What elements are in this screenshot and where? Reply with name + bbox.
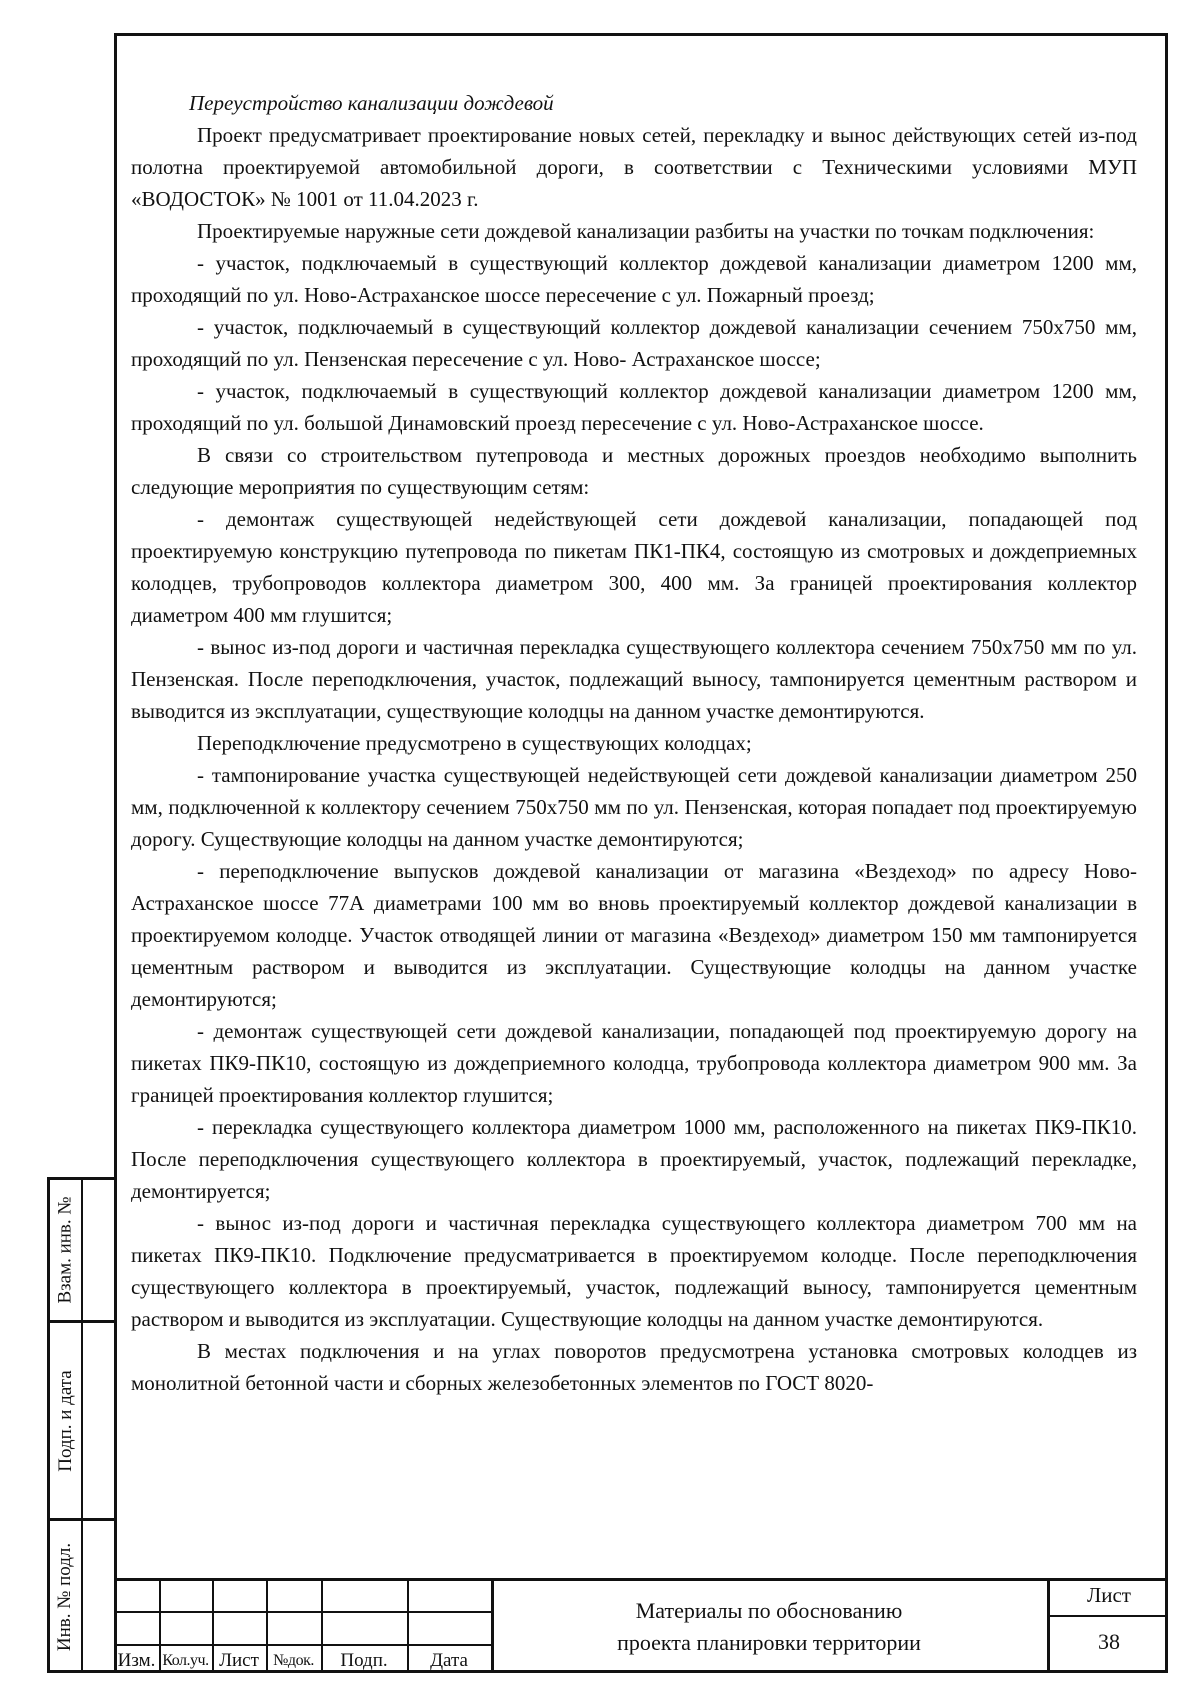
paragraph: Проектируемые наружные сети дождевой канализации разбиты на участки по точкам подключения: xyxy=(197,219,1095,243)
paragraph: - переподключение выпусков дождевой канализации от магазина «Вездеход» по адресу Ново-Астраханское шоссе 77А диаметрами 100 мм во вновь проектируемый коллектор дождевой канализации в проектируемом колодце. Участок отводящей линии от магазина «Вездеход» диаметром 150 мм тампонируется цементным раствором и выводится из эксплуатации. Существующие колодцы на данном участке демонтируются; xyxy=(131,859,1137,1011)
paragraph: - тампонирование участка существующей недействующей сети дождевой канализации диаметром 250 мм, подключенной к коллектору сечением 750х750 мм по ул. Пензенская, которая попадает под проектируемую дорогу. Существующие колодцы на данном участке демонтируются; xyxy=(131,763,1137,851)
side-stamp xyxy=(47,1177,114,1673)
paragraph: - демонтаж существующей недействующей сети дождевой канализации, попадающей под проектируемую конструкцию путепровода по пикетам ПК1-ПК4, состоящую из смотровых и дождеприемных колодцев, трубопроводов коллектора диаметром 300, 400 мм. За границей проектирования коллектор диаметром 400 мм глушится; xyxy=(131,507,1137,627)
col-data: Дата xyxy=(430,1650,468,1671)
document-title xyxy=(491,1595,1047,1659)
paragraph: - участок, подключаемый в существующий коллектор дождевой канализации диаметром 1200 мм, проходящий по ул. большой Динамовский проезд пересечение с ул. Ново-Астраханское шоссе. xyxy=(131,379,1137,435)
paragraph: - участок, подключаемый в существующий коллектор дождевой канализации диаметром 1200 мм, проходящий по ул. Ново-Астраханское шоссе пересечение с ул. Пожарный проезд; xyxy=(131,251,1137,307)
vzam-inv-label: Взам. инв. № xyxy=(54,1196,76,1304)
paragraph: В местах подключения и на углах поворотов предусмотрена установка смотровых колодцев из монолитной бетонной части и сборных железобетонных элементов по ГОСТ 8020- xyxy=(131,1339,1137,1395)
paragraph: - вынос из-под дороги и частичная перекладка существующего коллектора диаметром 700 мм на пикетах ПК9-ПК10. Подключение предусматривается в проектируемом колодце. После переподключения существующего коллектора в проектируемый, участок, подлежащий выносу, тампонируется цементным раствором и выводится из эксплуатации. Существующие колодцы на данном участке демонтируются. xyxy=(131,1211,1137,1331)
document-title-line1: Материалы по обоснованию xyxy=(635,1598,903,1623)
title-block xyxy=(114,1578,1168,1673)
paragraph: Переподключение предусмотрено в существующих колодцах; xyxy=(197,731,752,755)
document-body xyxy=(131,87,1137,1399)
side-label-cell xyxy=(50,1323,81,1518)
paragraph: - вынос из-под дороги и частичная перекладка существующего коллектора сечением 750х750 мм по ул. Пензенская. После переподключения, участок, подлежащий выносу, тампонируется цементным раствором и выводится из эксплуатации, существующие колодцы на данном участке демонтируются. xyxy=(131,635,1137,723)
podp-data-label: Подп. и дата xyxy=(54,1369,76,1472)
document-title-line2: проекта планировки территории xyxy=(617,1630,921,1655)
sheet-divider xyxy=(1050,1615,1168,1617)
side-divider xyxy=(81,1180,83,1670)
col-kol-uch: Кол.уч. xyxy=(162,1652,209,1669)
paragraph: - перекладка существующего коллектора диаметром 1000 мм, расположенного на пикетах ПК9-ПК10. После переподключения существующего коллектора в проектируемый, участок, подлежащий перекладке, демонтируется; xyxy=(131,1115,1137,1203)
side-label-cell xyxy=(50,1521,81,1673)
sheet-number: 38 xyxy=(1098,1629,1120,1654)
col-podp: Подп. xyxy=(340,1650,388,1671)
side-label-cell xyxy=(50,1180,81,1320)
section-heading: Переустройство канализации дождевой xyxy=(189,91,554,115)
col-n-dok: №док. xyxy=(273,1652,314,1669)
paragraph: В связи со строительством путепровода и местных дорожных проездов необходимо выполнить следующие мероприятия по существующим сетям: xyxy=(131,443,1137,499)
paragraph: - участок, подключаемый в существующий коллектор дождевой канализации сечением 750х750 мм, проходящий по ул. Пензенская пересечение с ул. Ново- Астраханское шоссе; xyxy=(131,315,1137,371)
col-izm: Изм. xyxy=(117,1650,156,1671)
paragraph: - демонтаж существующей сети дождевой канализации, попадающей под проектируемую дорогу на пикетах ПК9-ПК10, состоящую из дождеприемного колодца, трубопровода коллектора диаметром 900 мм. За границей проектирования коллектор глушится; xyxy=(131,1019,1137,1107)
title-block-rule xyxy=(114,1611,491,1613)
col-list: Лист xyxy=(219,1650,259,1671)
inv-podl-label: Инв. № подл. xyxy=(54,1542,76,1652)
paragraph: Проект предусматривает проектирование новых сетей, перекладку и вынос действующих сетей из-под полотна проектируемой автомобильной дороги, в соответствии с Техническими условиями МУП «ВОДОСТОК» № 1001 от 11.04.2023 г. xyxy=(131,123,1137,211)
sheet-label: Лист xyxy=(1087,1583,1131,1607)
